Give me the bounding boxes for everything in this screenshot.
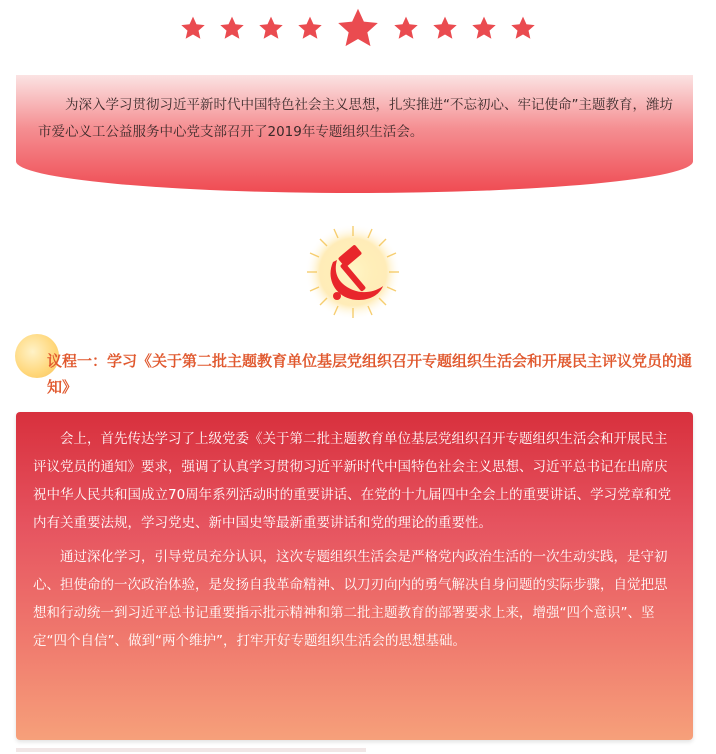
stars-row bbox=[0, 4, 716, 52]
star-icon bbox=[180, 15, 206, 41]
divider bbox=[16, 748, 366, 752]
star-icon bbox=[258, 15, 284, 41]
intro-text: 为深入学习贯彻习近平新时代中国特色社会主义思想，扎实推进“不忘初心、牢记使命”主题教育，潍坊市爱心义工公益服务中心党支部召开了2019年专题组织生活会。 bbox=[38, 97, 673, 140]
star-icon bbox=[393, 15, 419, 41]
star-icon bbox=[219, 15, 245, 41]
party-emblem-icon bbox=[303, 222, 403, 322]
agenda-title: 议程一：学习《关于第二批主题教育单位基层党组织召开专题组织生活会和开展民主评议党员的通知》 bbox=[47, 352, 693, 396]
content-body bbox=[33, 425, 679, 661]
star-icon-large bbox=[336, 6, 380, 50]
star-icon bbox=[297, 15, 323, 41]
content-paragraph: 会上，首先传达学习了上级党委《关于第二批主题教育单位基层党组织召开专题组织生活会和开展民主评议党员的通知》要求，强调了认真学习贯彻习近平新时代中国特色社会主义思想、习近平总书记在出席庆祝中华人民共和国成立70周年系列活动时的重要讲话、在党的十九届四中全会上的重要讲话、学习党章和党内有关重要法规，学习党史、新中国史等最新重要讲话和党的理论的重要性。 bbox=[33, 431, 672, 531]
star-icon bbox=[510, 15, 536, 41]
star-icon bbox=[432, 15, 458, 41]
content-paragraph: 通过深化学习，引导党员充分认识，这次专题组织生活会是严格党内政治生活的一次生动实践，是守初心、担使命的一次政治体验，是发扬自我革命精神、以刀刃向内的勇气解决自身问题的实际步骤，自觉把思想和行动统一到习近平总书记重要指示批示精神和第二批主题教育的部署要求上来，增强“四个意识”、坚定“四个自信”、做到“两个维护”，打牢开好专题组织生活会的思想基础。 bbox=[33, 549, 668, 649]
star-icon bbox=[471, 15, 497, 41]
